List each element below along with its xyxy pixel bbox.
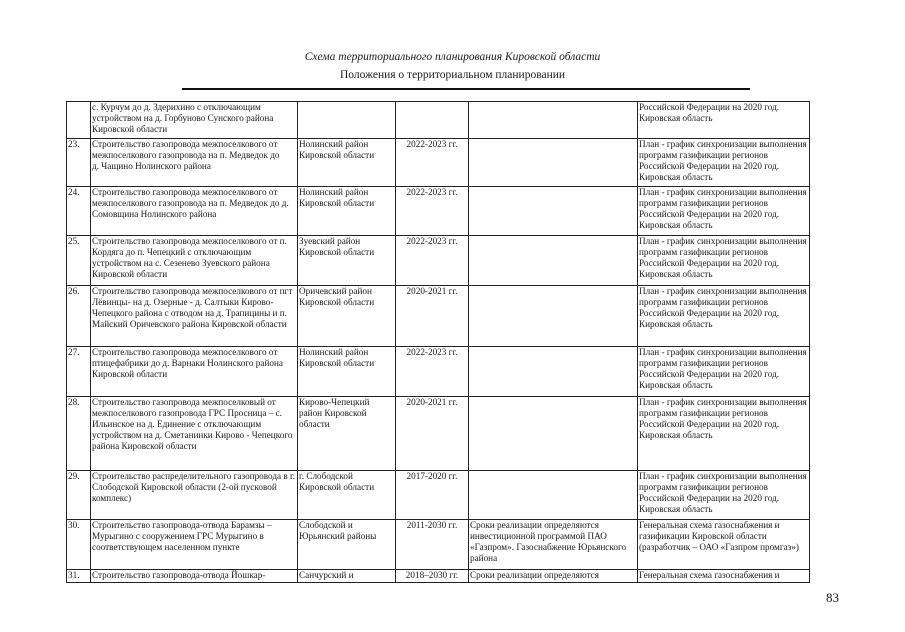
basis-document: План - график синхронизации выполнения программ газификации регионов Российской Федерации на 2020 год. Кировская область [638, 286, 810, 347]
row-number: 28. [67, 397, 91, 471]
row-number: 25. [67, 236, 91, 286]
table-row [67, 570, 810, 583]
row-number: 24. [67, 187, 91, 236]
row-number: 31. [67, 570, 91, 583]
row-number: 29. [67, 471, 91, 520]
implementation-period: 2020-2021 гг. [396, 286, 469, 347]
implementation-period: 2017-2020 гг. [396, 471, 469, 520]
object-name: Строительство газопровода межпоселкового от пгт Лёвинцы- на д. Озерные - д. Салтыки Кирово-Чепецкого района с отводом на д. Трапицины и п. Майский Оричевского района Кировской области [91, 286, 298, 347]
implementation-period: 2022-2023 гг. [396, 236, 469, 286]
header-divider [182, 88, 750, 90]
basis-document: План - график синхронизации выполнения программ газификации регионов Российской Федерации на 2020 год. Кировская область [638, 236, 810, 286]
basis-document: Российской Федерации на 2020 год. Кировская область [638, 102, 810, 139]
object-location [298, 102, 396, 139]
object-location: Кирово-Чепецкий район Кировской области [298, 397, 396, 471]
implementation-period: 2022-2023 гг. [396, 139, 469, 187]
document-subtitle: Положения о территориальном планировании [339, 69, 566, 81]
table-row [67, 102, 810, 139]
object-note [469, 187, 638, 236]
table-row [67, 286, 810, 347]
implementation-period: 2022-2023 гг. [396, 187, 469, 236]
basis-document: Генеральная схема газоснабжения и газификации Кировской области (разработчик – ОАО «Газпром промгаз») [638, 520, 810, 570]
object-location: г. Слободской Кировской области [298, 471, 396, 520]
table-row [67, 520, 810, 570]
table-row [67, 139, 810, 187]
object-note [469, 286, 638, 347]
object-name: Строительство газопровода межпоселкового от п. Кордяга до п. Чепецкий с отключающим устройством на с. Сезенево Зуевского района Кировской области [91, 236, 298, 286]
object-name: с. Курчум до д. Здерихино с отключающим устройством на д. Горбуново Сунского района Кировской области [91, 102, 298, 139]
basis-document: План - график синхронизации выполнения программ газификации регионов Российской Федерации на 2020 год. Кировская область [638, 347, 810, 397]
object-location: Нолинский район Кировской области [298, 139, 396, 187]
object-name: Строительство газопровода-отвода Йошкар- [91, 570, 298, 583]
basis-document: Генеральная схема газоснабжения и [638, 570, 810, 583]
page-number: 83 [826, 590, 839, 605]
object-name: Строительство газопровода межпоселкового от птицефабрики до д. Варнаки Нолинского района Кировской области [91, 347, 298, 397]
row-number: 23. [67, 139, 91, 187]
object-note [469, 347, 638, 397]
implementation-period: 2018–2030 гг. [396, 570, 469, 583]
basis-document: План - график синхронизации выполнения программ газификации регионов Российской Федерации на 2020 год. Кировская область [638, 397, 810, 471]
implementation-period: 2022-2023 гг. [396, 347, 469, 397]
row-number: 26. [67, 286, 91, 347]
object-name: Строительство газопровода межпоселкового от межпоселкового газопровода на п. Медведок до д. Чащино Нолинского района [91, 139, 298, 187]
plan-table [66, 101, 810, 583]
object-location: Оричевский район Кировской области [298, 286, 396, 347]
basis-document: План - график синхронизации выполнения программ газификации регионов Российской Федерации на 2020 год. Кировская область [638, 471, 810, 520]
basis-document: План - график синхронизации выполнения программ газификации регионов Российской Федерации на 2020 год. Кировская область [638, 139, 810, 187]
object-location: Нолинский район Кировской области [298, 187, 396, 236]
row-number: 27. [67, 347, 91, 397]
object-note [469, 102, 638, 139]
object-note [469, 471, 638, 520]
basis-document: План - график синхронизации выполнения программ газификации регионов Российской Федерации на 2020 год. Кировская область [638, 187, 810, 236]
object-location: Слободской и Юрьянский районы [298, 520, 396, 570]
object-location: Нолинский район Кировской области [298, 347, 396, 397]
object-location: Зуевский район Кировской области [298, 236, 396, 286]
implementation-period: 2011-2030 гг. [396, 520, 469, 570]
object-name: Строительство распределительного газопровода в г. Слободской Кировской области (2-ой пусковой комплекс) [91, 471, 298, 520]
row-number: 30. [67, 520, 91, 570]
table-row [67, 187, 810, 236]
object-note [469, 397, 638, 471]
implementation-period: 2020-2021 гг. [396, 397, 469, 471]
table-row [67, 347, 810, 397]
object-note [469, 236, 638, 286]
table-row [67, 471, 810, 520]
object-name: Строительство газопровода межпоселкового от межпоселкового газопровода на п. Медведок до д. Сомовщина Нолинского района [91, 187, 298, 236]
object-location: Санчурский и [298, 570, 396, 583]
row-number [67, 102, 91, 139]
object-note: Сроки реализации определяются [469, 570, 638, 583]
object-name: Строительство газопровода межпоселковый от межпоселкового газопровода ГРС Просница – с. Ильинское на д. Единение с отключающим устройством на д. Сметанинки Кирово - Чепецкого района Кировской области [91, 397, 298, 471]
object-note [469, 139, 638, 187]
table-row [67, 397, 810, 471]
object-name: Строительство газопровода-отвода Барамзы – Мурыгино с сооружением ГРС Мурыгино в соответствующем населенном пункте [91, 520, 298, 570]
implementation-period [396, 102, 469, 139]
table-row [67, 236, 810, 286]
object-note: Сроки реализации определяются инвестиционной программой ПАО «Газпром». Газоснабжение Юрьянского района [469, 520, 638, 570]
document-title: Схема территориального планирования Кировской области [304, 51, 601, 63]
